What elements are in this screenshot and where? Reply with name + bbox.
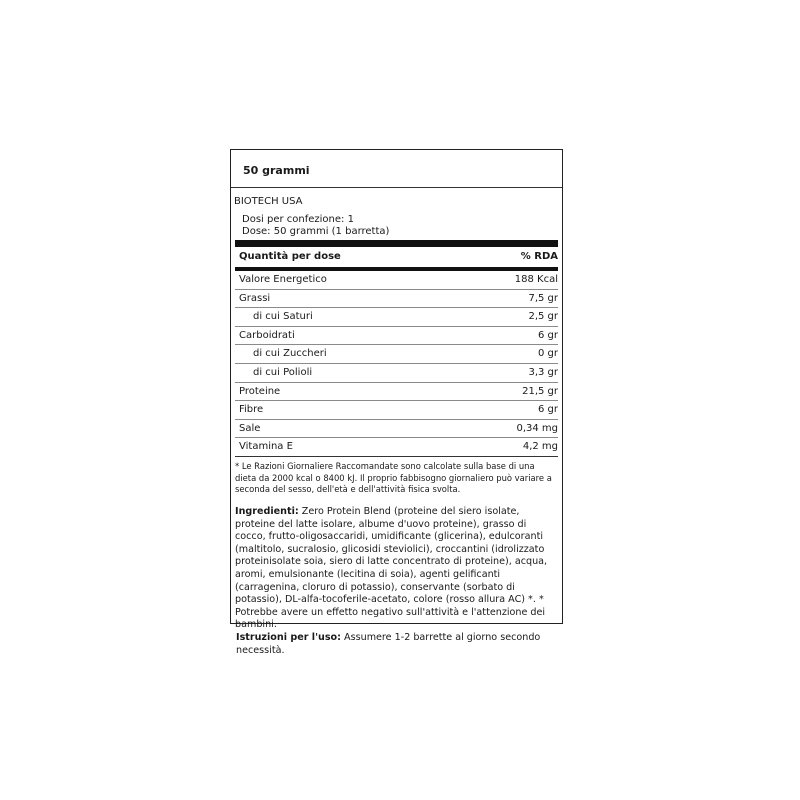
nutrient-value: 0,34 mg — [516, 422, 558, 434]
instructions-text: Assumere 1-2 barrette al giorno secondo necessità. — [236, 632, 541, 656]
serving-size: Dose: 50 grammi (1 barretta) — [242, 226, 390, 237]
ingredients-text: Zero Protein Blend (proteine del siero isolate, proteine del latte isolare, albume d'uovo proteine), grasso di cocco, frutto-oligosaccaridi, umidificante (glicerina), edulcoranti (maltitolo, sucralosio, glicosidi steviolici), croccantini (idrolizzato proteinisolate soia, siero di latte concentrato di proteine), acqua, aromi, emulsionante (lecitina di soia), agenti gelificanti (carragenina, cloruro di potassio), conservante (sorbato di potassio), DL-alfa-tocoferile-acetato, colore (rosso allura AC) *. * Potrebbe avere un effetto negativo sull'attività e l'attenzione dei bambini. — [235, 506, 548, 631]
nutrient-value: 3,3 gr — [528, 366, 558, 378]
nutrient-value: 6 gr — [538, 329, 558, 341]
table-row — [235, 364, 558, 383]
table-row — [235, 401, 558, 420]
rda-footnote: * Le Razioni Giornaliere Raccomandate sono calcolate sulla base di una dieta da 2000 kcal o 8400 kJ. Il proprio fabbisogno giornaliero può variare a seconda del sesso, dell'età e dell'attività fisica svolta. — [235, 461, 552, 494]
usage-instructions — [236, 632, 561, 657]
nutrient-value: 7,5 gr — [528, 292, 558, 304]
nutrient-name: di cui Zuccheri — [253, 348, 327, 360]
nutrient-name: di cui Polioli — [253, 366, 313, 378]
nutrient-name: Valore Energetico — [239, 274, 327, 285]
nutrient-value: 188 Kcal — [514, 274, 558, 285]
nutrient-value: 2,5 gr — [528, 311, 558, 323]
table-row — [235, 438, 558, 457]
thick-divider — [235, 240, 558, 247]
table-row — [235, 383, 558, 402]
table-header — [235, 249, 558, 267]
nutrient-value: 4,2 mg — [522, 441, 558, 453]
header-quantity: Quantità per dose — [239, 251, 341, 262]
table-row — [235, 290, 558, 309]
nutrient-table — [235, 271, 558, 457]
nutrient-value: 0 gr — [538, 348, 558, 360]
table-row — [235, 420, 558, 439]
ingredients-heading: Ingredienti: — [235, 506, 299, 517]
nutrient-name: Fibre — [239, 404, 264, 416]
nutrient-name: di cui Saturi — [253, 311, 313, 323]
table-row — [235, 345, 558, 364]
nutrient-name: Proteine — [239, 385, 281, 397]
table-row — [235, 327, 558, 346]
nutrient-name: Sale — [239, 422, 261, 434]
nutrient-name: Grassi — [239, 292, 271, 304]
nutrition-label — [230, 149, 563, 631]
brand-name: BIOTECH USA — [234, 196, 303, 207]
ingredients-paragraph — [235, 506, 556, 632]
nutrient-value: 21,5 gr — [522, 385, 558, 397]
instructions-heading: Istruzioni per l'uso: — [236, 632, 341, 643]
nutrient-value: 6 gr — [538, 404, 558, 416]
title-divider — [231, 187, 562, 188]
table-row — [235, 308, 558, 327]
servings-per-pack: Dosi per confezione: 1 — [242, 214, 354, 225]
nutrient-name: Vitamina E — [239, 441, 293, 453]
header-rda: % RDA — [520, 251, 558, 262]
label-title: 50 grammi — [243, 164, 310, 177]
nutrient-name: Carboidrati — [239, 329, 295, 341]
table-row — [235, 271, 558, 290]
